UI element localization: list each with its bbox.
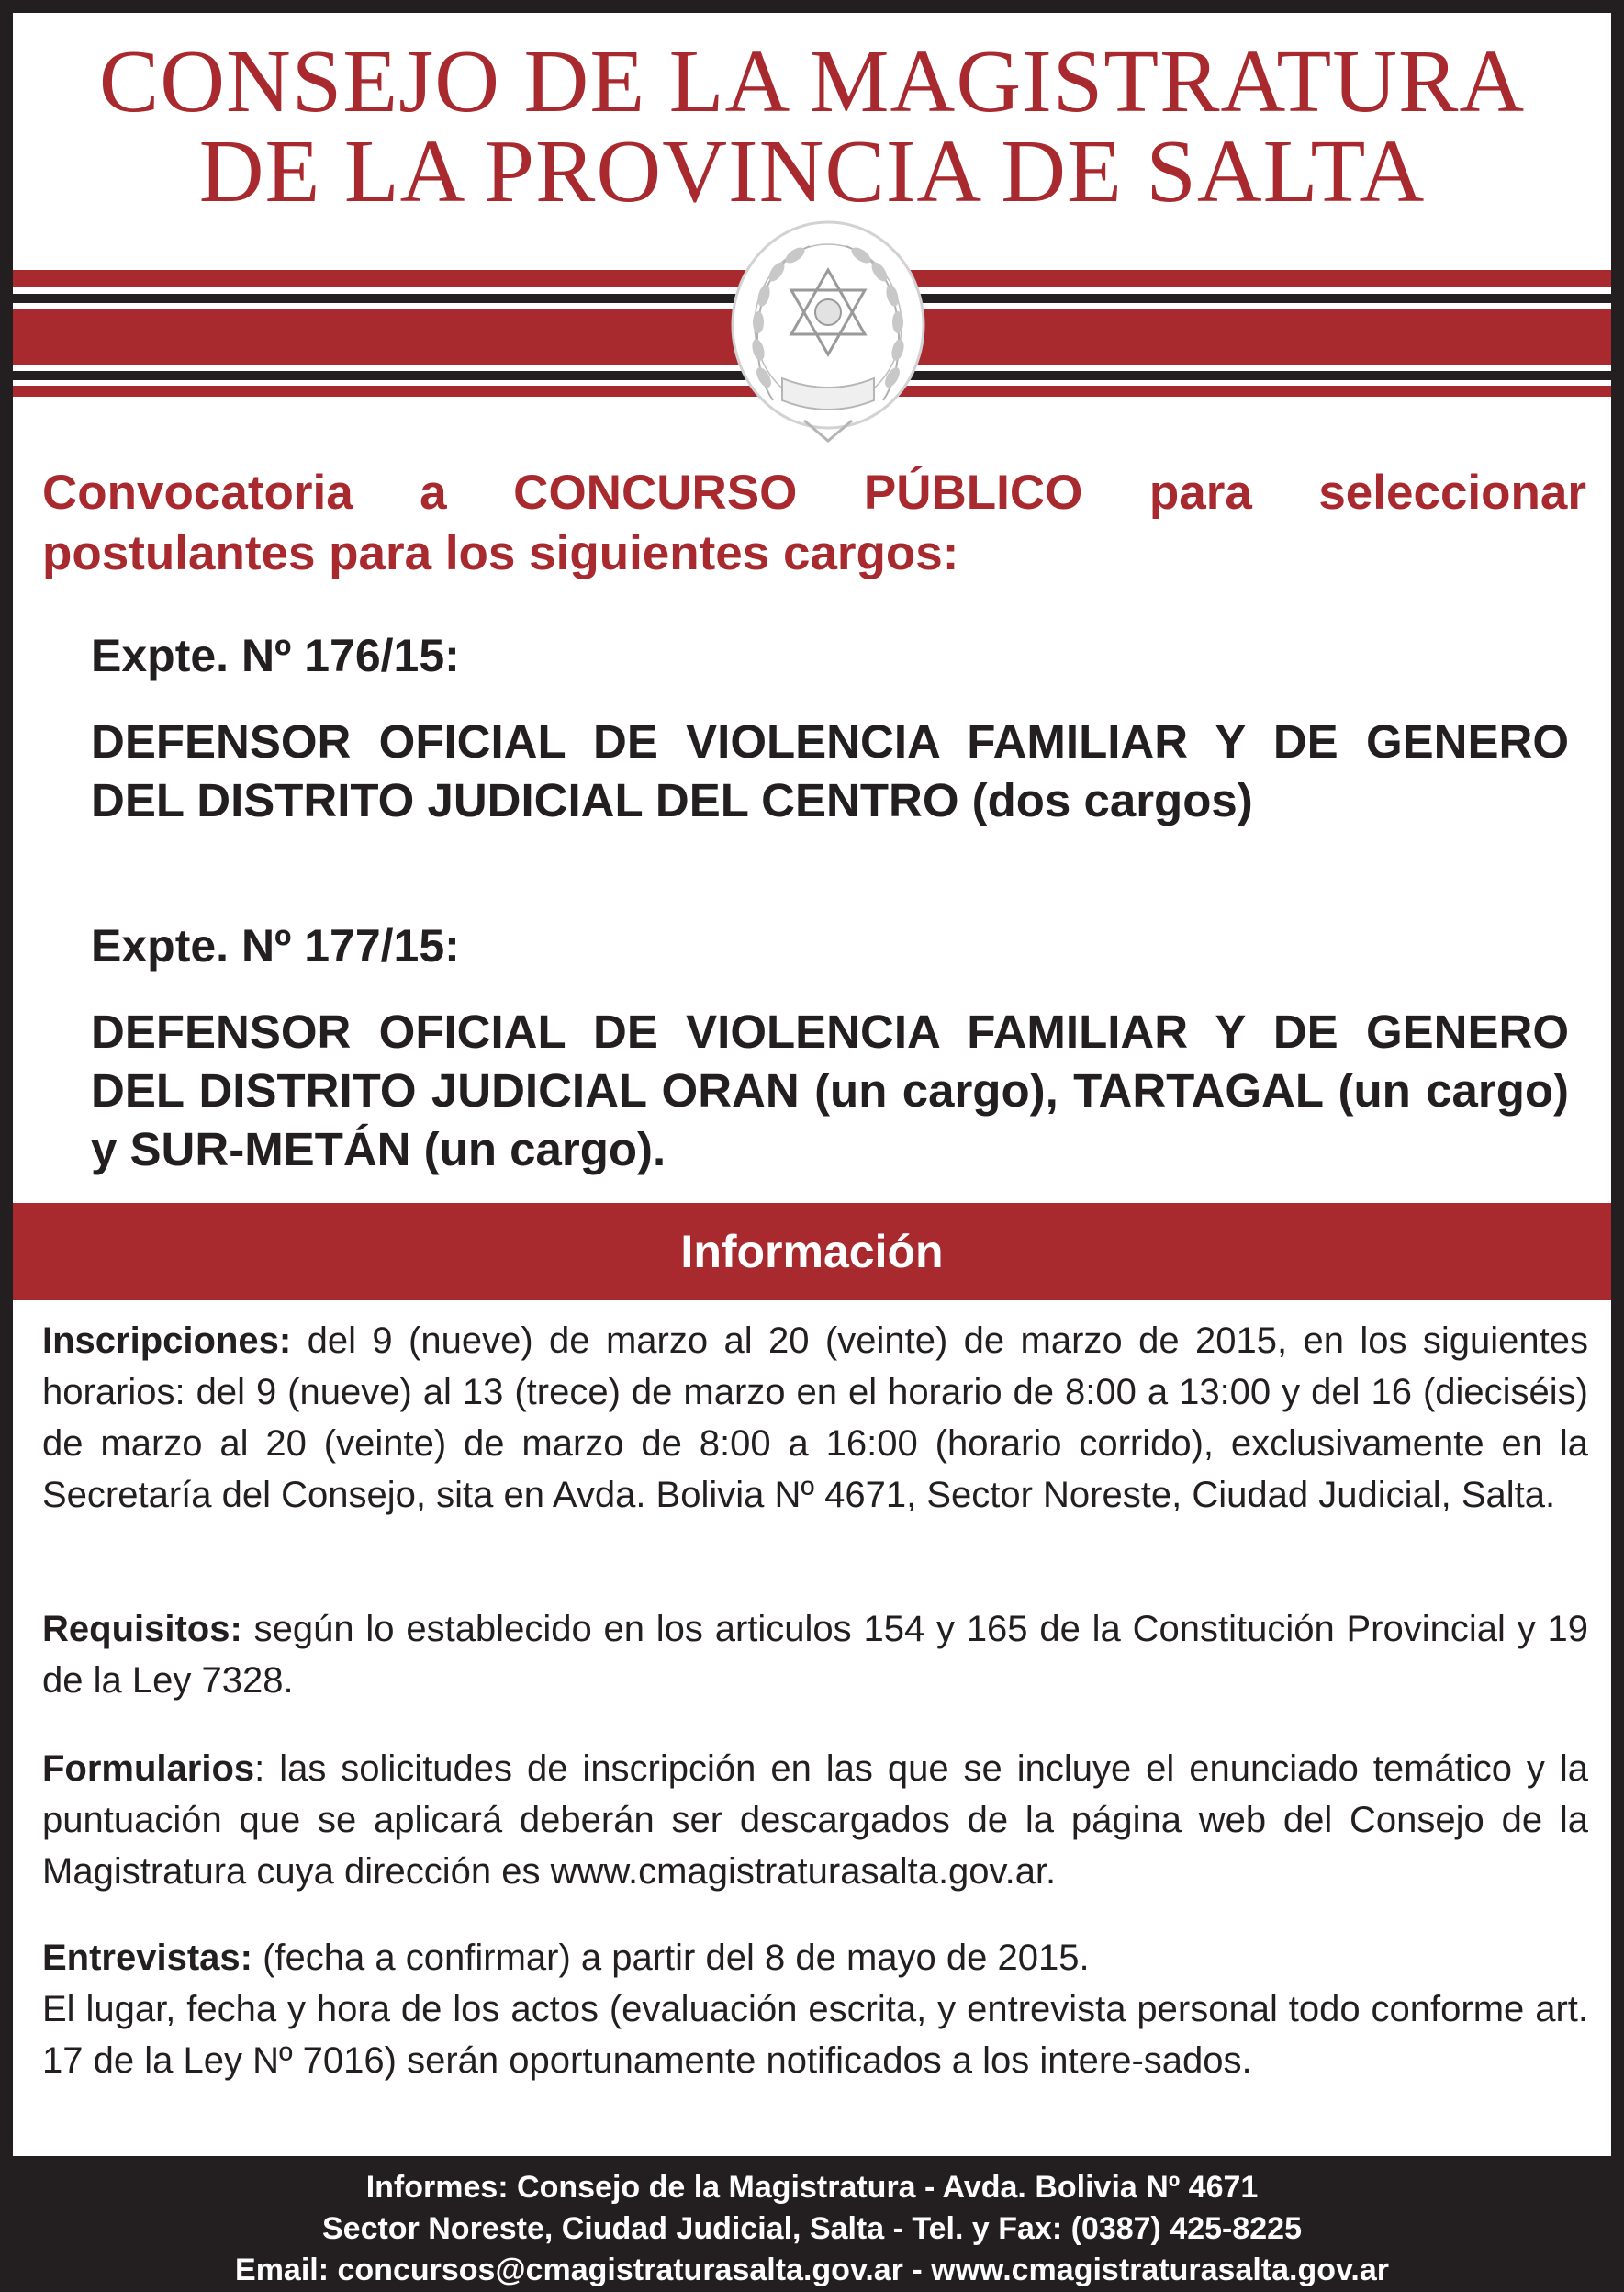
provincial-coat-of-arms-icon bbox=[727, 217, 929, 452]
entrevistas-text: (fecha a confirmar) a partir del 8 de mayo de 2015. bbox=[263, 1938, 1090, 1978]
requisitos-label: Requisitos: bbox=[42, 1609, 242, 1649]
title-line-2: DE LA PROVINCIA DE SALTA bbox=[198, 122, 1426, 221]
inscripciones-label: Inscripciones: bbox=[42, 1320, 292, 1361]
page-title bbox=[13, 32, 1611, 221]
inscripciones-paragraph bbox=[42, 1315, 1588, 1521]
cargo-176-descripcion: DEFENSOR OFICIAL DE VIOLENCIA FAMILIAR Y DE GENERO DEL DISTRITO JUDICIAL DEL CENTRO (dos cargos) bbox=[91, 715, 1569, 826]
requisitos-paragraph bbox=[42, 1603, 1588, 1706]
inscripciones-text: del 9 (nueve) de marzo al 20 (veinte) de marzo de 2015, en los siguientes horarios: del 9 (nueve) al 13 (trece) de marzo en el horario de 8:00 a 13:00 y del 16 (dieciséis) de marzo al 20 (veinte) de marzo de 8:00 a 16:00 (horario corrido), exclusivamente en la Secretaría del Consejo, sita en Avda. Bolivia Nº 4671, Sector Noreste, Ciudad Judicial, Salta. bbox=[42, 1320, 1588, 1515]
cargo-177-descripcion: DEFENSOR OFICIAL DE VIOLENCIA FAMILIAR Y DE GENERO DEL DISTRITO JUDICIAL ORAN (un cargo), TARTAGAL (un cargo) y SUR-METÁN (un cargo). bbox=[91, 1006, 1569, 1175]
formularios-paragraph bbox=[42, 1743, 1588, 1897]
requisitos-text: según lo establecido en los articulos 154 y 165 de la Constitución Provincial y 19 de la Ley 7328. bbox=[42, 1609, 1588, 1701]
expediente-177: Expte. Nº 177/15: bbox=[91, 920, 460, 972]
formularios-text: : las solicitudes de inscripción en las que se incluye el enunciado temático y la puntuación que se aplicará deberán ser descargados de la página web del Consejo de la Magistratura cuya dirección es www.cmagistraturasalta.gov.ar. bbox=[42, 1748, 1588, 1892]
entrevistas-paragraph bbox=[42, 1932, 1588, 2086]
title-line-1: CONSEJO DE LA MAGISTRATURA bbox=[98, 32, 1526, 131]
contact-footer bbox=[0, 2167, 1624, 2291]
expediente-176: Expte. Nº 176/15: bbox=[91, 630, 460, 681]
footer-line-1: Informes: Consejo de la Magistratura - Avda. Bolivia Nº 4671 bbox=[365, 2170, 1259, 2205]
footer-line-2: Sector Noreste, Ciudad Judicial, Salta - Tel. y Fax: (0387) 425-8225 bbox=[321, 2211, 1302, 2246]
convocatoria-heading: Convocatoria a CONCURSO PÚBLICO para seleccionar postulantes para los siguientes cargos: bbox=[42, 466, 1586, 580]
entrevistas-detalle: El lugar, fecha y hora de los actos (evaluación escrita, y entrevista personal todo conforme art. 17 de la Ley Nº 7016) serán oportunamente notificados a los intere-sados. bbox=[42, 1989, 1588, 2081]
entrevistas-label: Entrevistas: bbox=[42, 1938, 252, 1978]
footer-line-3: Email: concursos@cmagistraturasalta.gov.ar - www.cmagistraturasalta.gov.ar bbox=[235, 2253, 1389, 2287]
informacion-heading: Información bbox=[13, 1203, 1611, 1300]
notice-page bbox=[13, 13, 1611, 2156]
formularios-label: Formularios bbox=[42, 1748, 255, 1789]
